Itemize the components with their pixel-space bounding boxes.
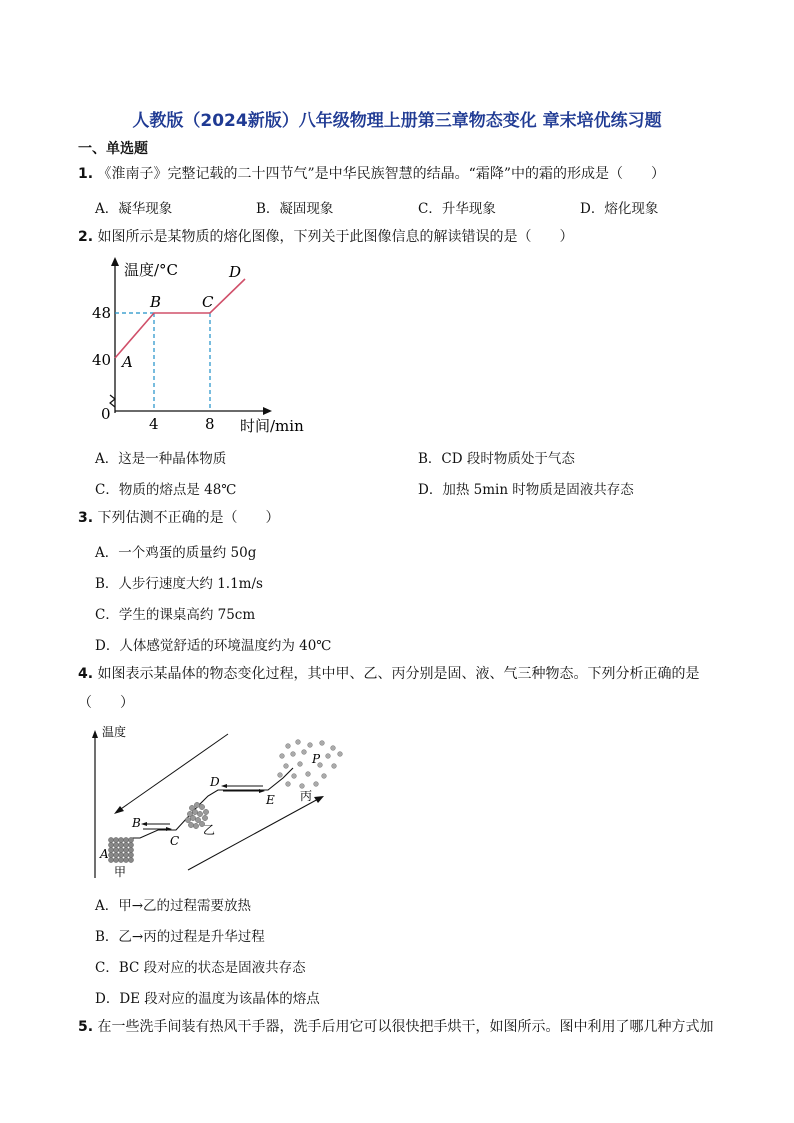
label-liquid: 乙	[203, 823, 216, 837]
big-arrow-down-line	[118, 734, 228, 811]
temperature-curve	[115, 279, 245, 358]
point-b: B	[150, 293, 162, 311]
question-number: 2.	[78, 229, 94, 245]
temperature-axis-label: 温度	[102, 725, 127, 739]
page-title: 人教版（2024新版）八年级物理上册第三章物态变化 章末培优练习题	[132, 111, 662, 131]
section-heading: 一、单选题	[78, 141, 148, 157]
axis-break	[110, 395, 115, 407]
x-tick-8: 8	[205, 415, 215, 433]
q1-option-c: C．升华现象	[418, 201, 496, 217]
y-tick-40: 40	[92, 351, 112, 369]
q2-option-a: A．这是一种晶体物质	[95, 451, 227, 467]
question-5	[78, 1017, 714, 1037]
point-a: A	[122, 353, 133, 371]
solid-particles	[108, 837, 133, 862]
axis-arrow	[92, 730, 98, 738]
question-text: 如图所示是某物质的熔化图像，下列关于此图像信息的解读错误的是（ ）	[97, 229, 574, 245]
question-3	[78, 508, 280, 528]
label-p: P	[312, 752, 321, 766]
state-change-figure	[88, 718, 358, 883]
q3-option-a: A．一个鸡蛋的质量约 50g	[95, 545, 257, 561]
question-1	[78, 164, 665, 184]
question-text: 在一些洗手间装有热风干手器，洗手后用它可以很快把手烘干，如图所示。图中利用了哪几种方式加	[97, 1019, 714, 1035]
x-axis-arrow	[263, 407, 272, 415]
point-d: D	[229, 263, 242, 281]
q4-option-d: D．DE 段对应的温度为该晶体的熔点	[95, 991, 320, 1007]
label-e: E	[266, 793, 275, 807]
q2-option-d: D．加热 5min 时物质是固液共存态	[418, 482, 634, 498]
label-a: A	[100, 847, 109, 861]
melting-graph	[88, 255, 328, 440]
label-b: B	[132, 816, 141, 830]
y-tick-48: 48	[92, 304, 112, 322]
small-arrow-bc-top-head	[141, 822, 147, 826]
gas-particles	[278, 740, 343, 789]
x-axis-label: 时间/min	[240, 417, 304, 435]
q1-option-d: D．熔化现象	[580, 201, 659, 217]
question-number: 5.	[78, 1019, 94, 1035]
q3-option-c: C．学生的课桌高约 75cm	[95, 607, 256, 623]
label-c: C	[170, 834, 180, 848]
label-solid: 甲	[114, 865, 127, 879]
q3-option-d: D．人体感觉舒适的环境温度约为 40℃	[95, 638, 332, 654]
q4-option-a: A．甲→乙的过程需要放热	[95, 898, 252, 914]
origin-label: 0	[101, 405, 111, 423]
question-text: 如图表示某晶体的物态变化过程，其中甲、乙、丙分别是固、液、气三种物态。下列分析正确的是	[97, 666, 700, 682]
q2-option-c: C．物质的熔点是 48℃	[95, 482, 237, 498]
question-number: 3.	[78, 510, 94, 526]
question-4	[78, 664, 700, 684]
q4-option-c: C．BC 段对应的状态是固液共存态	[95, 960, 306, 976]
big-arrow-down-head	[114, 806, 124, 814]
q2-option-b: B．CD 段时物质处于气态	[418, 451, 575, 467]
question-text: 《淮南子》完整记载的二十四节气”是中华民族智慧的结晶。“霜降”中的霜的形成是（ ）	[97, 166, 665, 182]
question-4-bracket: （ ）	[78, 695, 134, 711]
question-number: 1.	[78, 166, 94, 182]
big-arrow-up-head	[314, 796, 324, 803]
q4-option-b: B．乙→丙的过程是升华过程	[95, 929, 265, 945]
q1-option-a: A．凝华现象	[95, 201, 173, 217]
question-text: 下列估测不正确的是（ ）	[97, 510, 280, 526]
question-number: 4.	[78, 666, 94, 682]
q3-option-b: B．人步行速度大约 1.1m/s	[95, 576, 263, 592]
point-c: C	[202, 293, 214, 311]
q1-option-b: B．凝固现象	[256, 201, 334, 217]
question-2	[78, 227, 574, 247]
small-arrow-de-top-head	[221, 784, 227, 788]
y-axis-label: 温度/°C	[124, 261, 179, 279]
y-axis-arrow	[111, 257, 119, 266]
label-gas: 丙	[300, 789, 313, 803]
x-tick-4: 4	[149, 415, 159, 433]
label-d: D	[210, 775, 220, 789]
